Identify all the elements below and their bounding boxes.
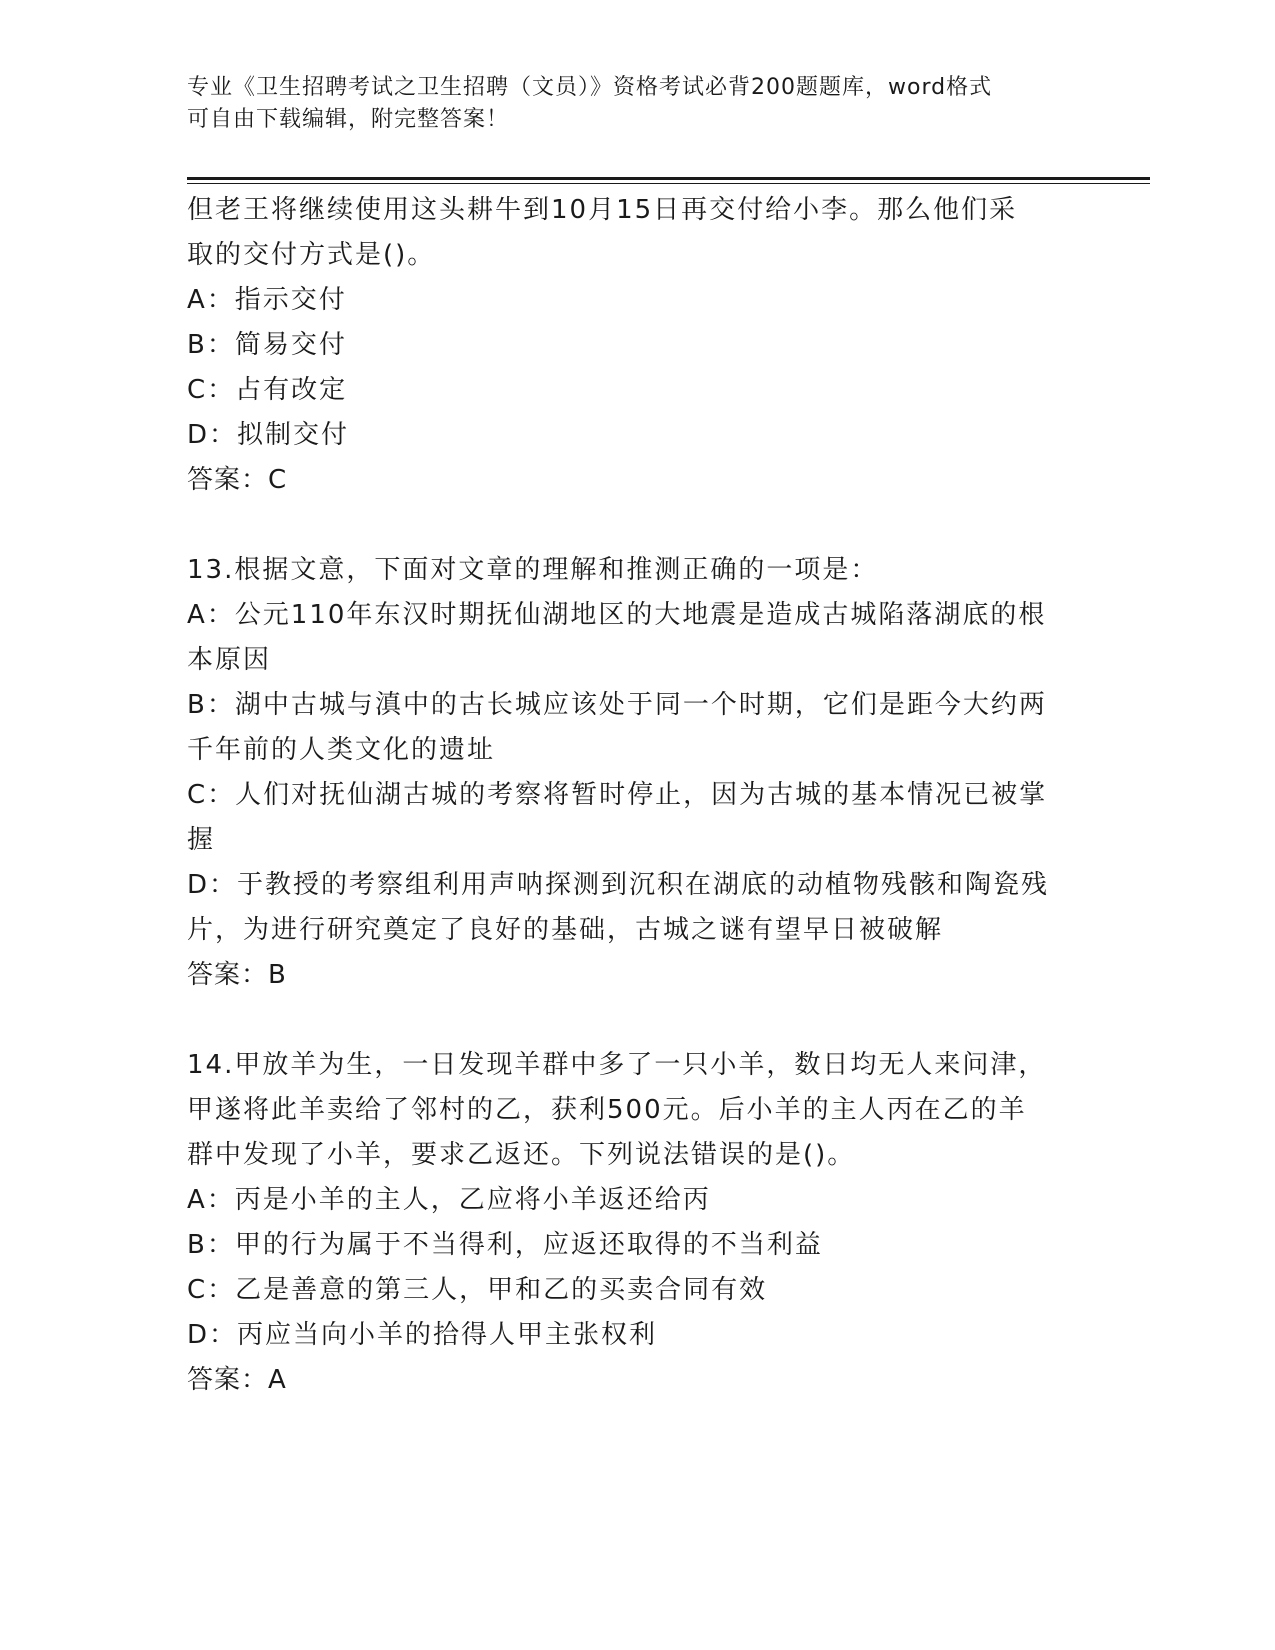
answer-line: 答案：A <box>187 1365 287 1395</box>
question-14 <box>187 1043 1077 1403</box>
option-c-line: C：人们对抚仙湖古城的考察将暂时停止，因为古城的基本情况已被掌 <box>187 780 1048 810</box>
question-stem-line: 14.甲放羊为生，一日发现羊群中多了一只小羊，数日均无人来问津， <box>187 1050 1047 1080</box>
header-line-1: 专业《卫生招聘考试之卫生招聘（文员）》资格考试必背200题题库，word格式 <box>187 75 993 100</box>
header-line-2: 可自由下载编辑，附完整答案！ <box>187 107 510 132</box>
option-d: D：丙应当向小羊的拾得人甲主张权利 <box>187 1320 658 1350</box>
header-divider-thin <box>187 183 1150 184</box>
question-stem-line: 取的交付方式是()。 <box>187 240 436 270</box>
header-divider-thick <box>187 177 1150 180</box>
option-b: B：甲的行为属于不当得利，应返还取得的不当利益 <box>187 1230 823 1260</box>
option-b-line: 千年前的人类文化的遗址 <box>187 735 496 765</box>
question-stem-line: 甲遂将此羊卖给了邻村的乙，获利500元。后小羊的主人丙在乙的羊 <box>187 1095 1027 1125</box>
document-header <box>187 72 1067 136</box>
option-a-line: A：公元110年东汉时期抚仙湖地区的大地震是造成古城陷落湖底的根 <box>187 600 1047 630</box>
spacer <box>187 998 1077 1043</box>
answer-line: 答案：B <box>187 960 287 990</box>
option-a: A：指示交付 <box>187 285 347 315</box>
option-a-line: 本原因 <box>187 645 272 675</box>
question-stem-line: 但老王将继续使用这头耕牛到10月15日再交付给小李。那么他们采 <box>187 195 1018 225</box>
option-d-line: D：于教授的考察组利用声呐探测到沉积在湖底的动植物残骸和陶瓷残 <box>187 870 1050 900</box>
option-b: B：简易交付 <box>187 330 347 360</box>
question-13 <box>187 548 1077 998</box>
option-a: A：丙是小羊的主人，乙应将小羊返还给丙 <box>187 1185 711 1215</box>
option-b-line: B：湖中古城与滇中的古长城应该处于同一个时期，它们是距今大约两 <box>187 690 1047 720</box>
answer-line: 答案：C <box>187 465 288 495</box>
option-d-line: 片，为进行研究奠定了良好的基础，古城之谜有望早日被破解 <box>187 915 944 945</box>
document-body <box>187 188 1077 1403</box>
option-c: C：占有改定 <box>187 375 348 405</box>
spacer <box>187 503 1077 548</box>
question-stem-line: 群中发现了小羊，要求乙返还。下列说法错误的是()。 <box>187 1140 856 1170</box>
option-c-line: 握 <box>187 825 216 855</box>
option-d: D：拟制交付 <box>187 420 350 450</box>
question-stem-line: 13.根据文意，下面对文章的理解和推测正确的一项是： <box>187 555 879 585</box>
question-12 <box>187 188 1077 503</box>
option-c: C：乙是善意的第三人，甲和乙的买卖合同有效 <box>187 1275 768 1305</box>
